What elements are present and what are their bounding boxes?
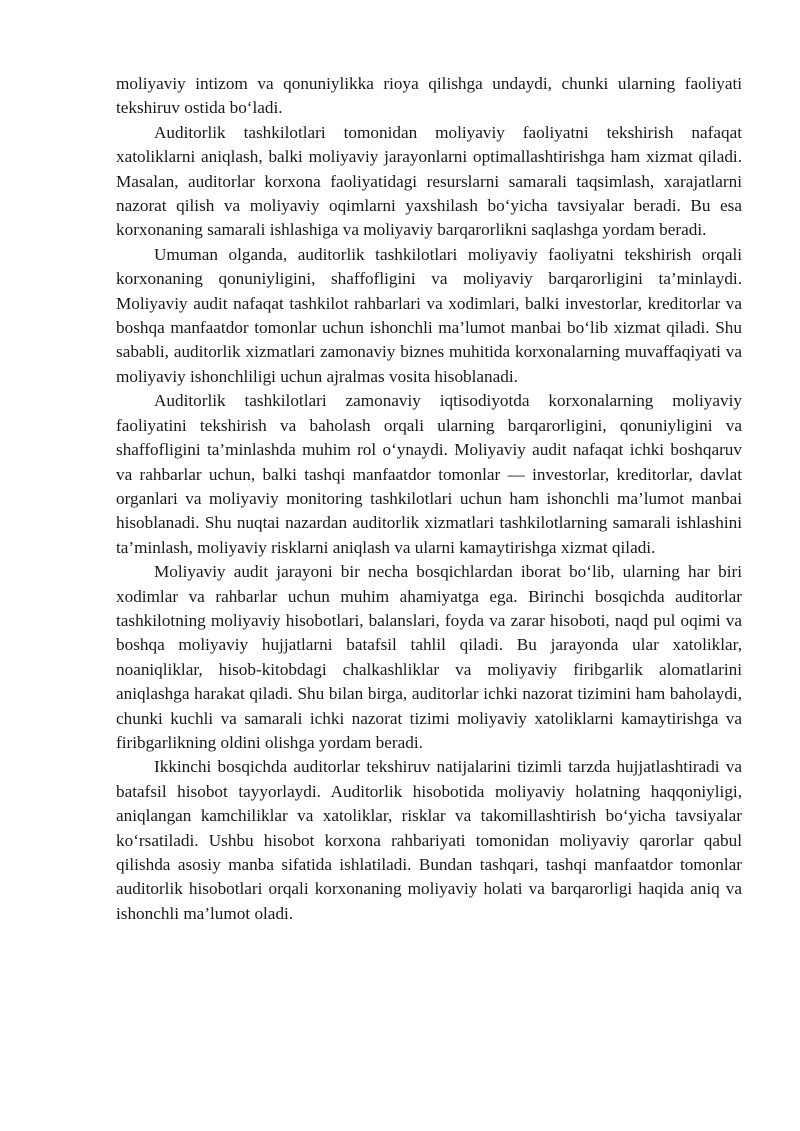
paragraph-audit-optimization: Auditorlik tashkilotlari tomonidan moliyaviy faoliyatni tekshirish nafaqat xatoliklarni aniqlash, balki moliyaviy jarayonlarni optimallashtirishga ham xizmat qiladi. Masalan, auditorlar korxona faoliyatidagi resurslarni samarali taqsimlash, xarajatlarni nazorat qilish va moliyaviy oqimlarni yaxshilash bo‘yicha tavsiyalar beradi. Bu esa korxonaning samarali ishlashiga va moliyaviy barqarorlikni saqlashga yordam beradi. [116, 122, 742, 240]
paragraph-modern-economy: Auditorlik tashkilotlari zamonaviy iqtisodiyotda korxonalarning moliyaviy faoliyatini tekshirish va baholash orqali ularning barqarorligini, qonuniyligini va shaffofligini ta’minlashda muhim rol o‘ynaydi. Moliyaviy audit nafaqat ichki boshqaruv va rahbarlar uchun, balki tashqi manfaatdor tomonlar — investorlar, kreditorlar, davlat organlari va moliyaviy monitoring tashkilotlari uchun ham ishonchli ma’lumot manbai hisoblanadi. Shu nuqtai nazardan auditorlik xizmatlari tashkilotlarning samarali ishlashini ta’minlash, moliyaviy risklarni aniqlash va ularni kamaytirishga xizmat qiladi. [116, 391, 742, 557]
paragraph-first-stage: Moliyaviy audit jarayoni bir necha bosqichlardan iborat bo‘lib, ularning har biri xodimlar va rahbarlar uchun muhim ahamiyatga ega. Birinchi bosqichda auditorlar tashkilotning moliyaviy hisobotlari, balanslari, foyda va zarar hisoboti, naqd pul oqimi va boshqa moliyaviy hujjatlarni batafsil tahlil qiladi. Bu jarayonda ular xatoliklar, noaniqliklar, hisob-kitobdagi chalkashliklar va moliyaviy firibgarlik alomatlarini aniqlashga harakat qiladi. Shu bilan birga, auditorlar ichki nazorat tizimini ham baholaydi, chunki kuchli va samarali ichki nazorat tizimi moliyaviy xatoliklarni kamaytirishga va firibgarlikning oldini olishga yordam beradi. [116, 562, 742, 752]
paragraph-general-summary: Umuman olganda, auditorlik tashkilotlari moliyaviy faoliyatni tekshirish orqali korxonaning qonuniyligini, shaffofligini va moliyaviy barqarorligini ta’minlaydi. Moliyaviy audit nafaqat tashkilot rahbarlari va xodimlari, balki investorlar, kreditorlar va boshqa manfaatdor tomonlar uchun ishonchli ma’lumot manbai bo‘lib xizmat qiladi. Shu sababli, auditorlik xizmatlari zamonaviy biznes muhitida korxonalarning muvaffaqiyati va moliyaviy ishonchliligi uchun ajralmas vosita hisoblanadi. [116, 244, 742, 386]
paragraph-continuation: moliyaviy intizom va qonuniylikka rioya qilishga undaydi, chunki ularning faoliyati tekshiruv ostida bo‘ladi. [116, 74, 742, 118]
document-body [116, 72, 742, 926]
paragraph-second-stage: Ikkinchi bosqichda auditorlar tekshiruv natijalarini tizimli tarzda hujjatlashtiradi va batafsil hisobot tayyorlaydi. Auditorlik hisobotida moliyaviy holatning haqqoniyligi, aniqlangan kamchiliklar va xatoliklar, risklar va takomillashtirish bo‘yicha tavsiyalar ko‘rsatiladi. Ushbu hisobot korxona rahbariyati tomonidan moliyaviy qarorlar qabul qilishda asosiy manba sifatida ishlatiladi. Bundan tashqari, tashqi manfaatdor tomonlar auditorlik hisobotlari orqali korxonaning moliyaviy holati va barqarorligi haqida aniq va ishonchli ma’lumot oladi. [116, 757, 742, 923]
